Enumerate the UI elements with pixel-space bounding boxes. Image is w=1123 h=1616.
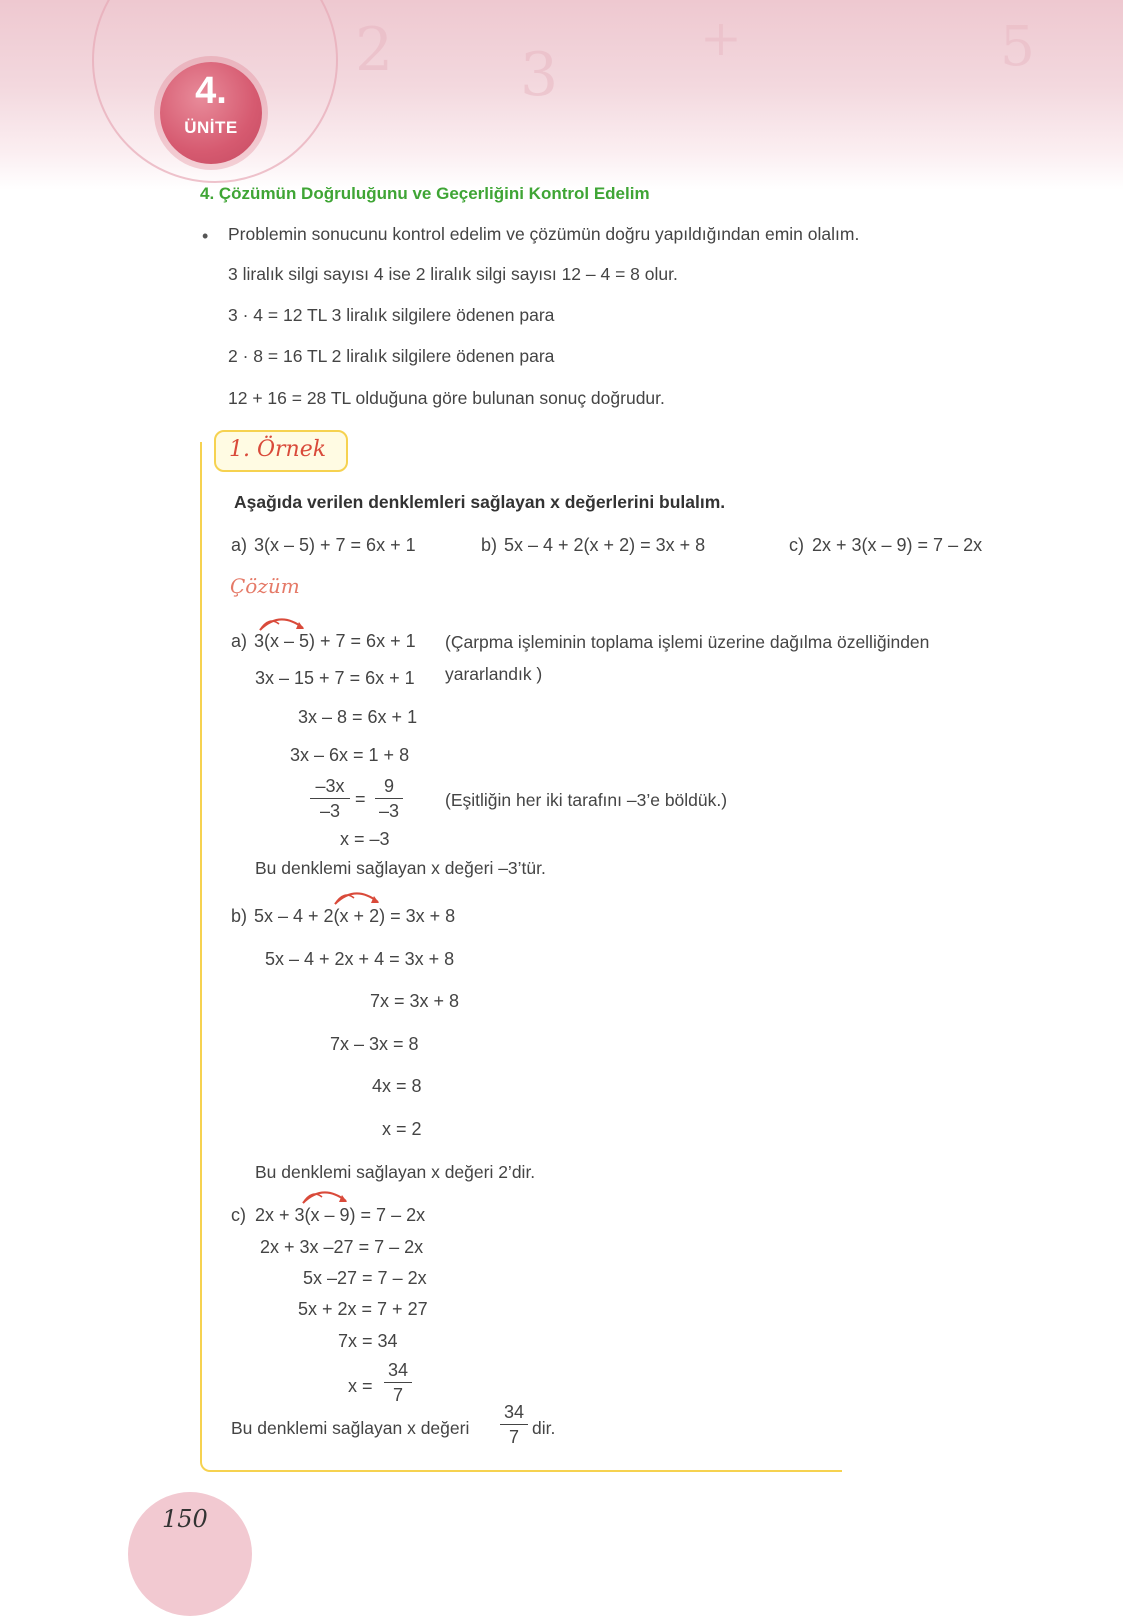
fraction-numerator: 34 — [387, 1360, 409, 1380]
svg-text:2: 2 — [355, 15, 394, 85]
solution-a-step: 3(x – 5) + 7 = 6x + 1 — [254, 631, 416, 651]
part-a-equation: 3(x – 5) + 7 = 6x + 1 — [254, 535, 416, 555]
part-a-label: a) — [231, 535, 248, 555]
fraction-result — [384, 1359, 412, 1406]
distribution-arrow-icon — [330, 886, 390, 908]
solution-a-step: 3x – 15 + 7 = 6x + 1 — [255, 668, 415, 688]
fraction-left — [310, 775, 350, 822]
fraction-denominator: 7 — [508, 1427, 519, 1447]
fraction-denominator: 7 — [392, 1385, 403, 1405]
text-line: 2 · 8 = 16 TL 2 liralık silgilere ödenen para — [228, 346, 555, 366]
solution-a-note: (Eşitliğin her iki tarafını –3’e böldük.) — [445, 790, 728, 810]
equals-sign: = — [355, 789, 366, 809]
solution-b-label: b) — [231, 906, 248, 926]
solution-a-conclusion: Bu denklemi sağlayan x değeri –3’tür. — [255, 858, 546, 878]
page-number: 150 — [162, 1505, 208, 1533]
solution-c-step: 5x + 2x = 7 + 27 — [298, 1299, 428, 1319]
solution-c-step: 2x + 3(x – 9) = 7 – 2x — [255, 1205, 426, 1225]
fraction-denominator: –3 — [378, 801, 400, 821]
text-line: 3 · 4 = 12 TL 3 liralık silgilere ödenen para — [228, 305, 555, 325]
fraction-right — [375, 775, 403, 822]
solution-a-label: a) — [231, 631, 248, 651]
fraction-denominator: –3 — [319, 801, 341, 821]
solution-c-x: x = — [348, 1376, 373, 1396]
solution-b-step: x = 2 — [382, 1119, 422, 1139]
solution-b-step: 4x = 8 — [372, 1076, 422, 1096]
part-b-label: b) — [481, 535, 498, 555]
svg-text:3: 3 — [520, 40, 559, 110]
text-line: Problemin sonucunu kontrol edelim ve çözümün doğru yapıldığından emin olalım. — [228, 224, 860, 244]
unit-badge — [160, 62, 262, 164]
example-label: 1. Örnek — [229, 437, 327, 462]
solution-c-step: 2x + 3x –27 = 7 – 2x — [260, 1237, 424, 1257]
part-c-label: c) — [789, 535, 804, 555]
text-line: 12 + 16 = 28 TL olduğuna göre bulunan sonuç doğrudur. — [228, 388, 665, 408]
solution-c-label: c) — [231, 1205, 246, 1225]
unit-number: 4. — [195, 70, 227, 112]
solution-a-result: x = –3 — [340, 829, 390, 849]
text-line: 3 liralık silgi sayısı 4 ise 2 liralık silgi sayısı 12 – 4 = 8 olur. — [228, 264, 678, 284]
solution-c-conclusion: Bu denklemi sağlayan x değeri — [231, 1418, 470, 1438]
solution-a-step: 3x – 8 = 6x + 1 — [298, 707, 418, 727]
solution-c-conclusion-end: dir. — [532, 1418, 556, 1438]
svg-text:+: + — [700, 9, 742, 67]
section-title: 4. Çözümün Doğruluğunu ve Geçerliğini Kontrol Edelim — [200, 184, 650, 203]
fraction-bar — [310, 798, 350, 799]
solution-b-conclusion: Bu denklemi sağlayan x değeri 2’dir. — [255, 1162, 536, 1182]
solution-a-note: yararlandık ) — [445, 664, 543, 684]
solution-b-step: 5x – 4 + 2x + 4 = 3x + 8 — [265, 949, 455, 969]
fraction-numerator: –3x — [315, 776, 345, 796]
bullet-icon: • — [202, 226, 209, 246]
fraction-bar — [500, 1424, 528, 1425]
header-banner — [0, 0, 1123, 190]
fraction-conclusion — [500, 1401, 528, 1448]
solution-b-step: 7x = 3x + 8 — [370, 991, 460, 1011]
solution-b-step: 7x – 3x = 8 — [330, 1034, 419, 1054]
solution-label: Çözüm — [230, 574, 300, 598]
solution-a-step: 3x – 6x = 1 + 8 — [290, 745, 410, 765]
part-b-equation: 5x – 4 + 2(x + 2) = 3x + 8 — [504, 535, 706, 555]
unit-label: ÜNİTE — [184, 118, 238, 137]
distribution-arrow-icon — [298, 1185, 358, 1207]
example-question: Aşağıda verilen denklemleri sağlayan x değerlerini bulalım. — [234, 492, 726, 512]
fraction-numerator: 9 — [383, 776, 394, 796]
svg-text:5: 5 — [1000, 14, 1035, 78]
solution-a-note: (Çarpma işleminin toplama işlemi üzerine dağılma özelliğinden — [445, 632, 930, 652]
fraction-numerator: 34 — [503, 1402, 525, 1422]
solution-c-step: 5x –27 = 7 – 2x — [303, 1268, 427, 1288]
part-c-equation: 2x + 3(x – 9) = 7 – 2x — [812, 535, 983, 555]
fraction-bar — [375, 798, 403, 799]
solution-c-step: 7x = 34 — [338, 1331, 398, 1351]
fraction-bar — [384, 1382, 412, 1383]
solution-b-step: 5x – 4 + 2(x + 2) = 3x + 8 — [254, 906, 456, 926]
